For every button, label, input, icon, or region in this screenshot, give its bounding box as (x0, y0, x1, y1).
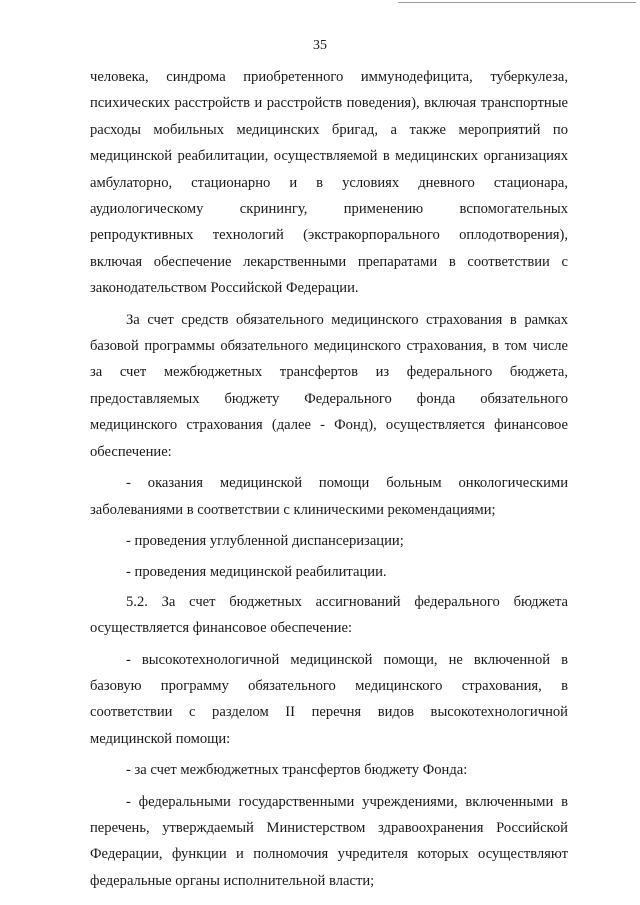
page-number: 35 (313, 38, 327, 53)
list-item-high-tech-care: - высокотехнологичной медицинской помощи, не включенной в базовую программу обязательного медицинского страхования, в соответствии с разделом II перечня видов высокотехнологичной медицинской помощи: (90, 651, 568, 747)
list-item-federal-institutions: - федеральными государственными учреждениями, включенными в перечень, утверждаемый Министерством здравоохранения Российской Федерации, функции и полномочия учредителя которых осуществляют федеральные органы исполнительной власти; (90, 793, 568, 889)
list-item-rehabilitation: - проведения медицинской реабилитации. (126, 564, 387, 581)
scan-edge-line (398, 2, 636, 3)
document-body (90, 64, 568, 894)
paragraph-oms-funding: За счет средств обязательного медицинского страхования в рамках базовой программы обязательного медицинского страхования, в том числе за счет межбюджетных трансфертов из федерального бюджета, предоставляемых бюджету Федерального фонда обязательного медицинского страхования (далее - Фонд), осуществляется финансовое обеспечение: (90, 311, 568, 460)
list-item-dispensarization: - проведения углубленной диспансеризации; (126, 532, 404, 549)
list-item-oncology: - оказания медицинской помощи больным онкологическими заболеваниями в соответствии с клиническими рекомендациями; (90, 475, 568, 518)
list-item-interbudget-transfers: - за счет межбюджетных трансфертов бюджету Фонда: (126, 762, 468, 779)
paragraph-continuation: человека, синдрома приобретенного иммунодефицита, туберкулеза, психических расстройств и расстройств поведения), включая транспортные расходы мобильных медицинских бригад, а также мероприятий по медицинской реабилитации, осуществляемой в медицинских организациях амбулаторно, стационарно и в условиях дневного стационара, аудиологическому скринингу, применению вспомогательных репродуктивных технологий (экстракорпорального оплодотворения), включая обеспечение лекарственными препаратами в соответствии с законодательством Российской Федерации. (90, 69, 568, 297)
paragraph-section-5-2: 5.2. За счет бюджетных ассигнований федерального бюджета осуществляется финансовое обеспечение: (90, 593, 568, 637)
